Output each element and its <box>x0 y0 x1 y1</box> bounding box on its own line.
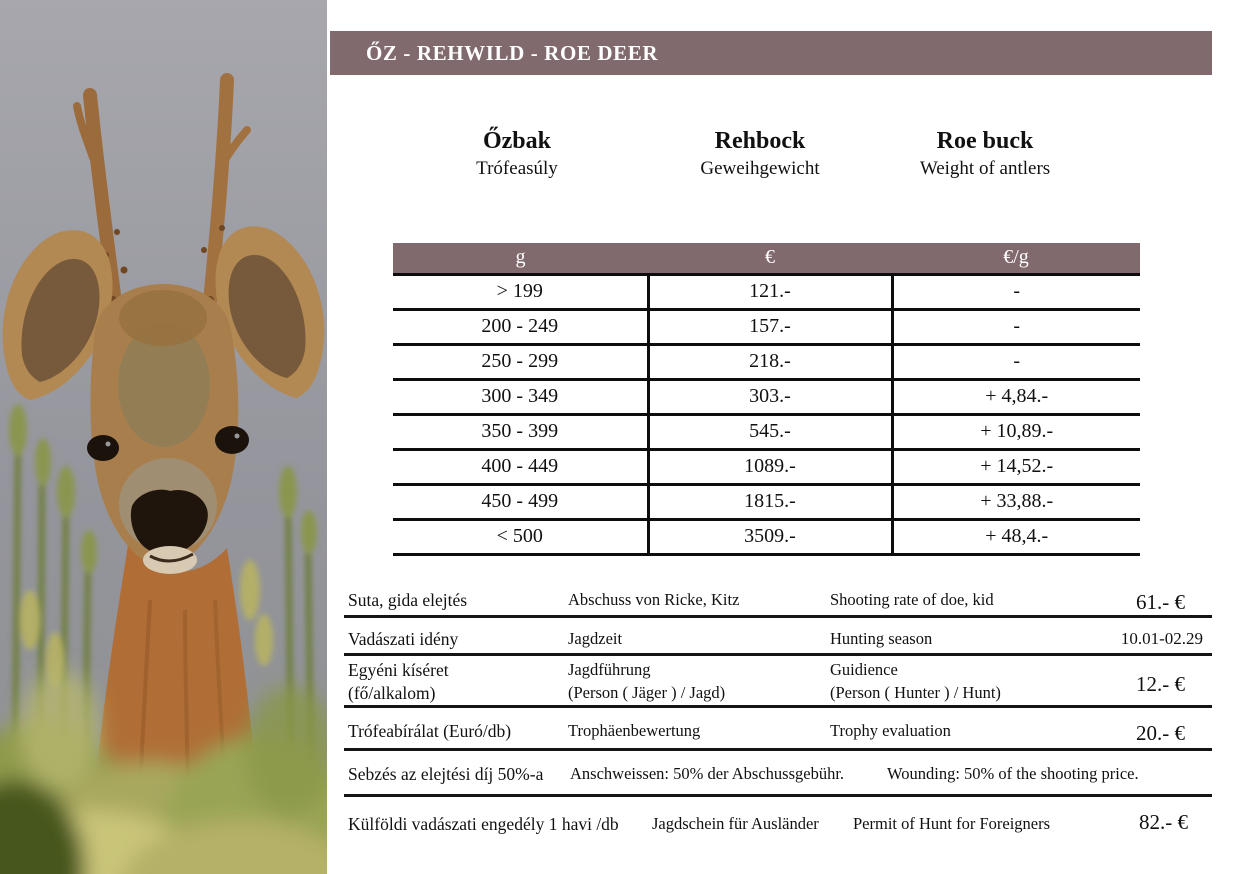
species-subtitle: Geweihgewicht <box>700 158 820 179</box>
species-subtitle: Weight of antlers <box>919 158 1051 179</box>
antler-weight-price-table <box>393 243 1140 556</box>
cell-surcharge: + 4,84.- <box>892 379 1140 414</box>
fee-label-hu-line2: (fő/alkalom) <box>348 683 436 703</box>
roe-deer-photo <box>0 0 327 874</box>
cell-price: 218.- <box>648 344 892 379</box>
fee-label-en-line2: (Person ( Hunter ) / Hunt) <box>830 683 1001 702</box>
cell-surcharge: + 10,89.- <box>892 414 1140 449</box>
fee-value: 61.- € <box>1136 590 1185 614</box>
fee-label-en: Permit of Hunt for Foreigners <box>853 814 1051 833</box>
header-grams: g <box>393 243 648 274</box>
separator-line <box>344 794 1212 797</box>
table-row <box>393 519 1140 554</box>
cell-price: 545.- <box>648 414 892 449</box>
species-title: Őzbak <box>482 128 551 154</box>
fee-label-en: Trophy evaluation <box>830 721 951 740</box>
fee-label-hu: Sebzés az elejtési díj 50%-a <box>348 764 544 784</box>
cell-weight: 350 - 399 <box>393 414 648 449</box>
fee-label-hu: Egyéni kíséret <box>348 660 449 680</box>
table-row <box>393 379 1140 414</box>
fee-label-en: Guidience <box>830 660 898 679</box>
fee-label-hu: Trófeabírálat (Euró/db) <box>348 721 512 741</box>
species-title: Rehbock <box>714 128 806 154</box>
cell-price: 1089.- <box>648 449 892 484</box>
cell-weight: 450 - 499 <box>393 484 648 519</box>
fee-value: 10.01-02.29 <box>1120 629 1203 648</box>
separator-line <box>344 653 1212 656</box>
table-row <box>393 309 1140 344</box>
price-content <box>330 0 1212 874</box>
fee-label-hu: Külföldi vadászati engedély 1 havi /db <box>348 814 619 834</box>
header-euro: € <box>648 243 892 274</box>
table-row <box>393 274 1140 309</box>
fee-label-en: Wounding: 50% of the shooting price. <box>887 764 1139 783</box>
fee-label-de: Jagdführung <box>568 660 651 679</box>
fee-label-de-line2: (Person ( Jäger ) / Jagd) <box>568 683 726 702</box>
table-row <box>393 414 1140 449</box>
cell-weight: 400 - 449 <box>393 449 648 484</box>
separator-line <box>344 748 1212 751</box>
cell-surcharge: - <box>892 274 1140 309</box>
page-title-bar <box>330 31 1212 75</box>
fee-value: 20.- € <box>1136 721 1185 745</box>
cell-surcharge: + 33,88.- <box>892 484 1140 519</box>
fee-label-de: Jagdschein für Ausländer <box>652 814 819 833</box>
cell-price: 303.- <box>648 379 892 414</box>
fee-label-de: Jagdzeit <box>568 629 623 648</box>
cell-weight: 250 - 299 <box>393 344 648 379</box>
cell-surcharge: - <box>892 344 1140 379</box>
fee-value: 82.- € <box>1139 810 1188 834</box>
cell-surcharge: + 48,4.- <box>892 519 1140 554</box>
cell-weight: 200 - 249 <box>393 309 648 344</box>
species-column-german <box>660 126 860 182</box>
fee-label-hu: Vadászati idény <box>348 629 459 649</box>
species-column-hungarian <box>417 126 617 182</box>
price-table-header-row <box>393 243 1140 274</box>
fee-value: 12.- € <box>1136 672 1185 696</box>
table-row <box>393 484 1140 519</box>
separator-line <box>344 615 1212 618</box>
cell-surcharge: + 14,52.- <box>892 449 1140 484</box>
cell-weight: > 199 <box>393 274 648 309</box>
cell-weight: 300 - 349 <box>393 379 648 414</box>
fee-label-hu: Suta, gida elejtés <box>348 590 468 610</box>
species-column-english <box>860 126 1110 182</box>
header-euro-per-gram: €/g <box>892 243 1140 274</box>
separator-line <box>344 705 1212 708</box>
cell-price: 121.- <box>648 274 892 309</box>
fee-label-en: Hunting season <box>830 629 933 648</box>
fee-label-en: Shooting rate of doe, kid <box>830 590 994 609</box>
fee-label-de: Trophäenbewertung <box>568 721 701 740</box>
species-title: Roe buck <box>936 128 1034 154</box>
species-subtitle: Trófeasúly <box>476 158 558 179</box>
page-title: ŐZ - REHWILD - ROE DEER <box>366 41 659 65</box>
table-row <box>393 449 1140 484</box>
fee-label-de: Anschweissen: 50% der Abschussgebühr. <box>570 764 845 783</box>
cell-price: 3509.- <box>648 519 892 554</box>
cell-weight: < 500 <box>393 519 648 554</box>
table-row <box>393 344 1140 379</box>
cell-surcharge: - <box>892 309 1140 344</box>
cell-price: 157.- <box>648 309 892 344</box>
fee-label-de: Abschuss von Ricke, Kitz <box>568 590 740 609</box>
cell-price: 1815.- <box>648 484 892 519</box>
